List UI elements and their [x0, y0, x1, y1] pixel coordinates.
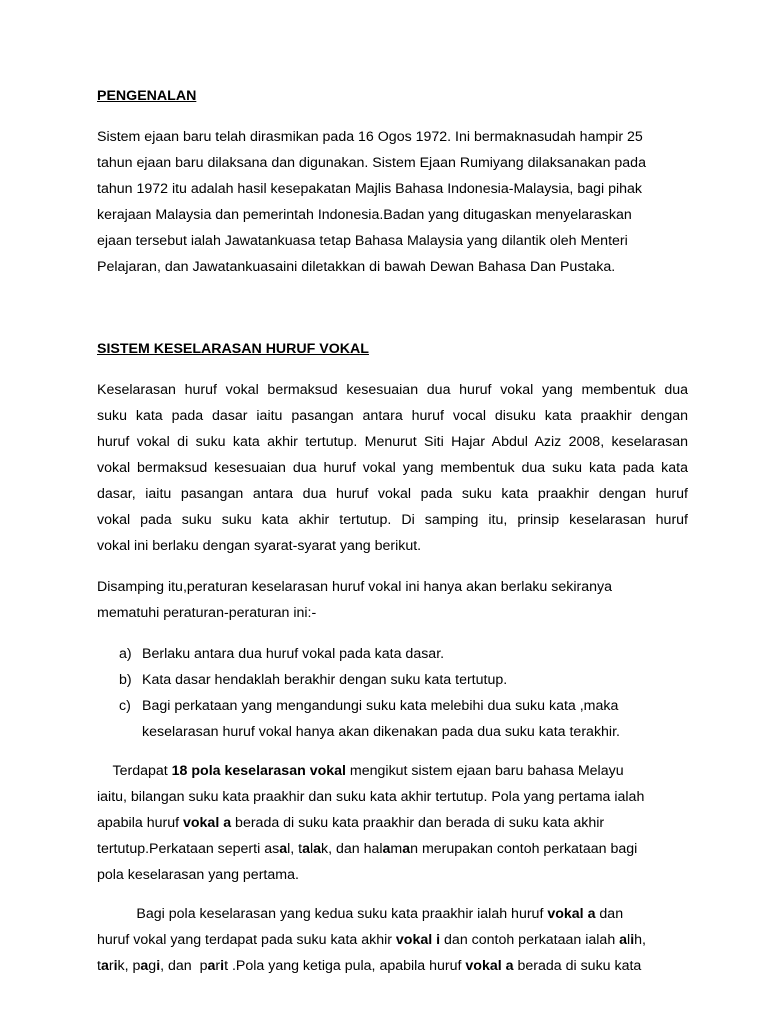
list-item: Berlaku antara dua huruf vokal pada kata dasar.: [142, 646, 445, 662]
bold-letter: i: [113, 958, 118, 974]
vokal-line: Keselarasan huruf vokal bermaksud kesesuaian dua huruf vokal yang membentuk dua: [97, 382, 688, 398]
vokal-line: vokal pada suku suku kata akhir tertutup. Di samping itu, prinsip keselarasan huruf: [97, 512, 688, 528]
heading-sistem-keselarasan: SISTEM KESELARASAN HURUF VOKAL: [97, 341, 369, 357]
text-run: merupakan contoh perkataan bagi: [418, 841, 638, 857]
list-item-continuation: keselarasan huruf vokal hanya akan dikenakan pada dua suku kata terakhir.: [142, 724, 620, 740]
text-run: , dan hal: [328, 841, 383, 857]
vokal-line: suku kata pada dasar iaitu pasangan antara huruf vocal disuku kata praakhir dengan: [97, 408, 688, 424]
text-run: Terdapat: [97, 763, 172, 779]
intro-line: tahun ejaan baru dilaksana dan digunakan. Sistem Ejaan Rumiyang dilaksanakan pada: [97, 155, 646, 171]
text-run: dan: [595, 906, 624, 922]
text-run: t .Pola yang ketiga pula, apabila huruf: [224, 958, 466, 974]
bold-letter: a: [140, 958, 149, 974]
vokal-line: vokal bermaksud kesesuaian dua huruf vokal yang membentuk dua suku kata pada kata: [97, 460, 688, 476]
text-run: tertutup.Perkataan seperti: [97, 841, 265, 857]
disamping-line: Disamping itu,peraturan keselarasan huruf vokal ini hanya akan berlaku sekiranya: [97, 579, 612, 595]
terdapat-line: [97, 840, 637, 858]
list-item: Kata dasar hendaklah berakhir dengan suku kata tertutup.: [142, 672, 508, 688]
bold-letter: a: [302, 841, 310, 857]
terdapat-line: pola keselarasan yang pertama.: [97, 867, 299, 883]
bold-term: 18 pola keselarasan vokal: [171, 763, 346, 779]
bold-letter: a: [619, 932, 628, 948]
text-run: t: [97, 958, 101, 974]
bold-letter: a: [207, 958, 216, 974]
text-run: h: [634, 932, 643, 948]
text-run: , dan p: [160, 958, 208, 974]
text-run: berada di suku kata praakhir dan berada di suku kata akhir: [231, 815, 605, 831]
bold-letter: a: [100, 958, 109, 974]
list-marker: b): [119, 672, 132, 688]
bold-letter: a: [382, 841, 391, 857]
list-marker: c): [119, 698, 131, 714]
bold-letter: a: [402, 841, 411, 857]
text-run: n: [410, 841, 419, 857]
text-run: berada di suku kata: [513, 958, 642, 974]
bold-term: vokal a: [547, 906, 596, 922]
intro-line: kerajaan Malaysia dan pemerintah Indonesia.Badan yang ditugaskan menyelaraskan: [97, 207, 632, 223]
text-run: l: [627, 932, 631, 948]
terdapat-line: iaitu, bilangan suku kata praakhir dan suku kata akhir tertutup. Pola yang pertama ialah: [97, 789, 645, 805]
vokal-line: dasar, iaitu pasangan antara dua huruf vokal pada suku kata praakhir dengan huruf: [97, 486, 688, 502]
disamping-line: mematuhi peraturan-peraturan ini:-: [97, 605, 317, 621]
text-run: l: [309, 841, 314, 857]
text-run: huruf vokal yang terdapat pada suku kata akhir: [97, 932, 396, 948]
text-run: r: [215, 958, 221, 974]
bold-letter: a: [279, 841, 288, 857]
terdapat-line: [97, 814, 604, 832]
text-run: as: [264, 841, 280, 857]
bold-letter: i: [630, 932, 635, 948]
text-run: m: [390, 841, 403, 857]
vokal-line: huruf vokal di suku kata akhir tertutup. Menurut Siti Hajar Abdul Aziz 2008, keselarasan: [97, 434, 688, 450]
intro-line: ejaan tersebut ialah Jawatankuasa tetap Bahasa Malaysia yang dilantik oleh Menteri: [97, 233, 628, 249]
text-run: Bagi pola keselarasan yang kedua suku kata praakhir ialah huruf: [97, 906, 548, 922]
text-run: k, p: [117, 958, 141, 974]
heading-pengenalan: PENGENALAN: [97, 88, 197, 104]
intro-line: tahun 1972 itu adalah hasil kesepakatan Majlis Bahasa Indonesia-Malaysia, bagi pihak: [97, 181, 642, 197]
list-marker: a): [119, 646, 132, 662]
text-run: r: [108, 958, 114, 974]
text-run: g: [148, 958, 157, 974]
bold-term: vokal a: [182, 815, 232, 831]
bold-term: vokal a: [465, 958, 514, 974]
text-run: apabila huruf: [97, 815, 183, 831]
bold-term: vokal i: [395, 932, 441, 948]
text-run: dan contoh perkataan ialah: [440, 932, 620, 948]
text-run: l: [287, 841, 291, 857]
kedua-line: [97, 905, 623, 923]
list-item: Bagi perkataan yang mengandungi suku kata melebihi dua suku kata ,maka: [142, 698, 619, 714]
text-run: k: [321, 841, 329, 857]
intro-line: Pelajaran, dan Jawatankuasaini diletakkan di bawah Dewan Bahasa Dan Pustaka.: [97, 259, 616, 275]
bold-letter: i: [220, 958, 225, 974]
text-run: ,: [642, 932, 646, 948]
vokal-line: vokal ini berlaku dengan syarat-syarat yang berikut.: [97, 538, 422, 554]
terdapat-line: [97, 762, 624, 780]
kedua-line: [97, 931, 646, 949]
text-run: mengikut sistem ejaan baru bahasa Melayu: [345, 763, 624, 779]
intro-line: Sistem ejaan baru telah dirasmikan pada 16 Ogos 1972. Ini bermaknasudah hampir 25: [97, 129, 643, 145]
bold-letter: a: [313, 841, 321, 857]
text-run: , t: [290, 841, 303, 857]
kedua-line: [97, 957, 641, 975]
bold-letter: i: [156, 958, 161, 974]
